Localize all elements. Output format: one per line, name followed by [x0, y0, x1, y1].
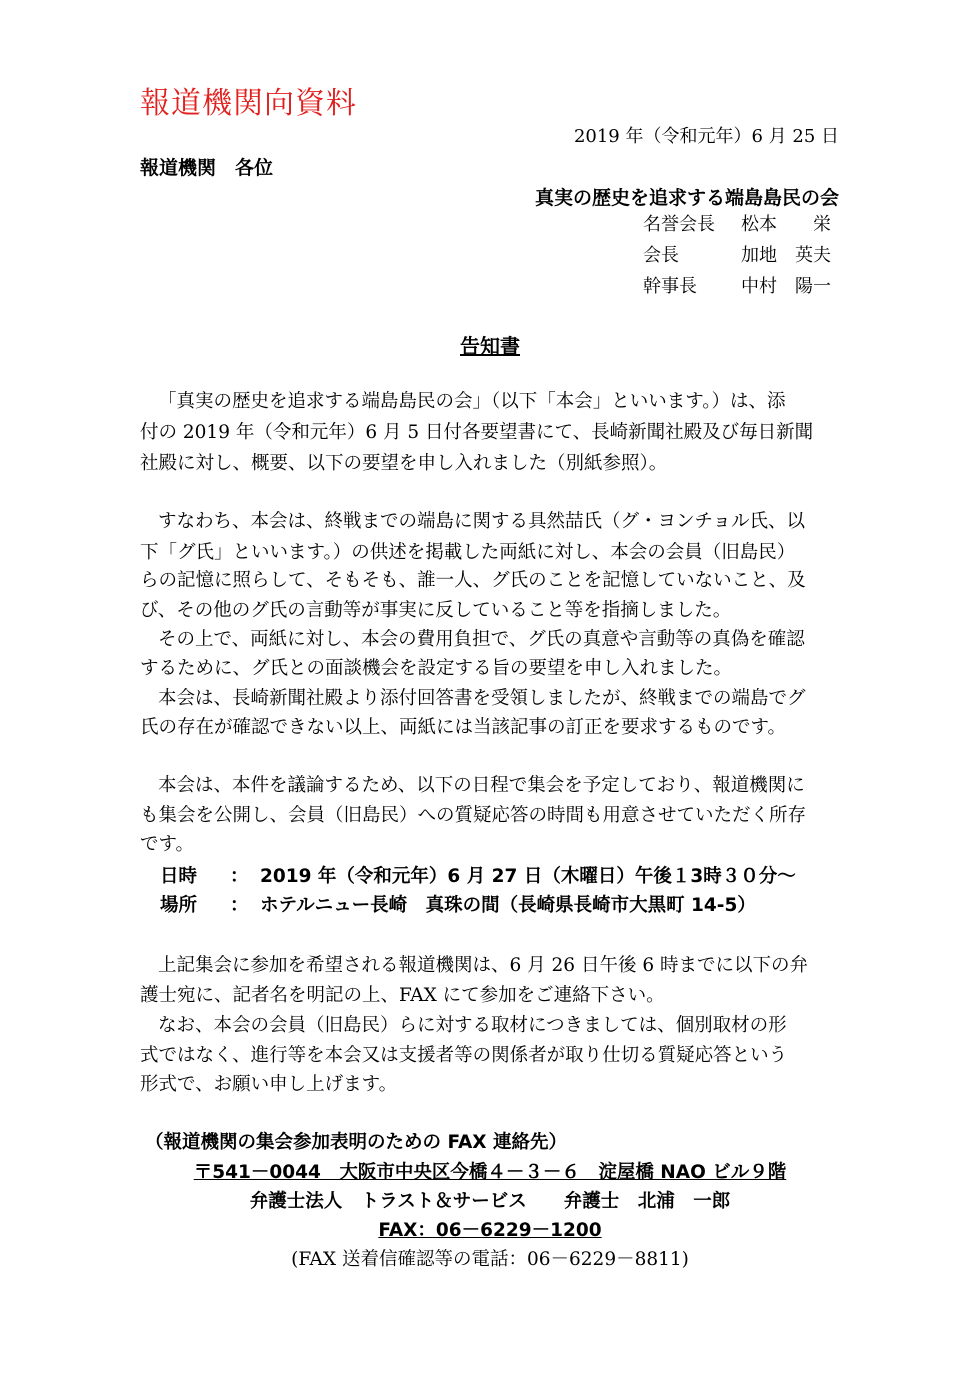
schedule-label: 場所 — [160, 895, 198, 916]
officer-role: 幹事長 — [643, 276, 697, 297]
body-line: らの記憶に照らして、そもそも、誰一人、グ氏のことを記憶していないこと、及 — [140, 570, 806, 591]
body-line: 本会は、本件を議論するため、以下の日程で集会を予定しており、報道機関に — [158, 775, 805, 796]
officer-role: 名誉会長 — [643, 214, 715, 235]
contact-firm: 弁護士法人 トラスト＆サービス 弁護士 北浦 一郎 — [249, 1191, 731, 1212]
body-line: です。 — [140, 834, 195, 855]
schedule-venue — [160, 891, 756, 917]
officer-name: 中村 陽一 — [741, 276, 831, 297]
contact-phone: (FAX 送着信確認等の電話：06－6229－8811) — [291, 1249, 689, 1270]
body-line: 上記集会に参加を希望される報道機関は、6 月 26 日午後 6 時までに以下の弁 — [158, 955, 808, 976]
body-line: するために、グ氏との面談機会を設定する旨の要望を申し入れました。 — [140, 658, 733, 679]
schedule-value: 2019 年（令和元年）6 月 27 日（木曜日）午後１3時３０分～ — [260, 866, 796, 887]
body-line: 護士宛に、記者名を明記の上、FAX にて参加をご連絡下さい。 — [140, 985, 665, 1006]
officer-row — [643, 210, 831, 236]
body-line: 「真実の歴史を追求する端島島民の会」（以下「本会」といいます。）は、添 — [158, 391, 786, 412]
body-line: なお、本会の会員（旧島民）らに対する取材につきましては、個別取材の形 — [158, 1015, 787, 1036]
body-line: 社殿に対し、概要、以下の要望を申し入れました（別紙参照）。 — [140, 453, 668, 474]
body-line: 付の 2019 年（令和元年）6 月 5 日付各要望書にて、長崎新聞社殿及び毎日新聞 — [140, 422, 814, 443]
schedule-label: 日時 — [160, 866, 198, 887]
press-release-heading: 報道機関向資料 — [140, 86, 357, 121]
schedule-value: ホテルニュー長崎 真珠の間（長崎県長崎市大黒町 14-5） — [260, 895, 756, 916]
body-line: 下「グ氏」といいます。）の供述を掲載した両紙に対し、本会の会員（旧島民） — [140, 542, 796, 563]
body-line: 本会は、長崎新聞社殿より添付回答書を受領しましたが、終戦までの端島でグ — [158, 688, 806, 709]
organization-name: 真実の歴史を追求する端島島民の会 — [534, 187, 839, 209]
schedule-datetime — [160, 862, 796, 888]
body-line: すなわち、本会は、終戦までの端島に関する具然喆氏（グ・ヨンチョル氏、以 — [158, 511, 805, 532]
contact-title: （報道機関の集会参加表明のための FAX 連絡先） — [145, 1132, 567, 1153]
schedule-separator: ： — [230, 895, 249, 916]
schedule-separator: ： — [230, 866, 249, 887]
officer-row — [643, 241, 831, 267]
body-line: 氏の存在が確認できない以上、両紙には当該記事の訂正を要求するものです。 — [140, 717, 787, 738]
officer-role: 会長 — [643, 245, 679, 266]
contact-address: 〒541－0044 大阪市中央区今橋４－３－６ 淀屋橋 NAO ビル９階 — [193, 1162, 787, 1183]
document-date: 2019 年（令和元年）6 月 25 日 — [573, 126, 839, 147]
body-line: 形式で、お願い申し上げます。 — [140, 1074, 398, 1095]
body-line: その上で、両紙に対し、本会の費用負担で、グ氏の真意や言動等の真偽を確認 — [158, 629, 805, 650]
addressee: 報道機関 各位 — [140, 157, 274, 179]
body-line: も集会を公開し、会員（旧島民）への質疑応答の時間も用意させていただく所存 — [140, 805, 807, 826]
officer-name: 加地 英夫 — [741, 245, 831, 266]
officer-name: 松本 栄 — [741, 214, 831, 235]
body-line: び、その他のグ氏の言動等が事実に反していること等を指摘しました。 — [140, 600, 732, 621]
document-title: 告知書 — [460, 334, 520, 358]
contact-fax: FAX：06－6229－1200 — [378, 1220, 602, 1241]
body-line: 式ではなく、進行等を本会又は支援者等の関係者が取り仕切る質疑応答という — [140, 1045, 788, 1066]
officer-row — [643, 272, 831, 298]
